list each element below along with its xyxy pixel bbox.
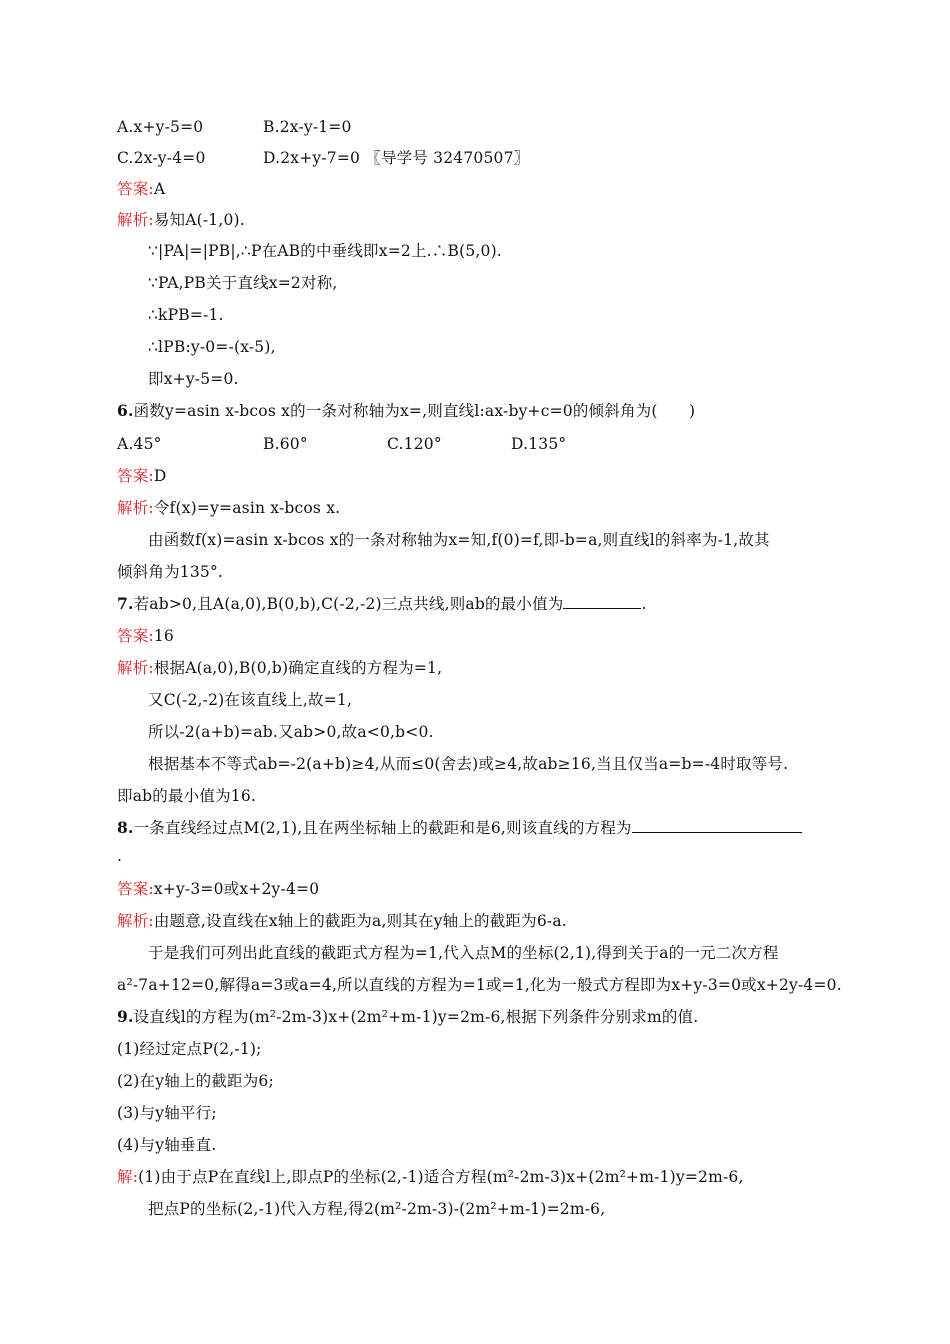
- q5-analysis-line: ∵|PA|=|PB|,∴P在AB的中垂线即x=2上.∴B(5,0).: [148, 242, 502, 260]
- q5-option-d: [263, 148, 529, 168]
- q6-option-b: B.60°: [263, 435, 308, 453]
- analysis-label: 解析:: [117, 499, 154, 517]
- q9-solution-row: [117, 1167, 744, 1187]
- q5-answer: A: [153, 180, 166, 198]
- q9-number: 9.: [117, 1007, 134, 1026]
- q7-answer: 16: [153, 627, 174, 645]
- q6-stem-row: [117, 401, 695, 421]
- q7-stem: 若ab>0,且A(a,0),B(0,b),C(-2,-2)三点共线,则ab的最小值为: [133, 595, 564, 613]
- q5-option-b: B.2x-y-1=0: [263, 118, 352, 136]
- q9-solution-line: (1)由于点P在直线l上,即点P的坐标(2,-1)适合方程(m²-2m-3)x+(2m²+m-1)y=2m-6,: [138, 1168, 744, 1186]
- q9-condition: (2)在y轴上的截距为6;: [117, 1072, 274, 1090]
- q7-analysis-row: [117, 658, 442, 678]
- analysis-label: 解析:: [117, 211, 154, 229]
- q6-number: 6.: [117, 401, 134, 420]
- q5-reference-number: 〖导学号 32470507〗: [365, 149, 530, 167]
- q5-analysis-line: ∴lPB:y-0=-(x-5),: [148, 338, 276, 356]
- q6-analysis-line: 由函数f(x)=asin x-bcos x的一条对称轴为x=知,f(0)=f,即-b=a,则直线l的斜率为-1,故其: [148, 531, 770, 549]
- q6-answer: D: [153, 467, 167, 485]
- q5-option-a: A.x+y-5=0: [117, 118, 204, 136]
- q5-analysis-line: 即x+y-5=0.: [148, 370, 239, 388]
- q6-answer-row: [117, 466, 166, 486]
- q8-analysis-line: a²-7a+12=0,解得a=3或a=4,所以直线的方程为=1或=1,化为一般式方程即为x+y-3=0或x+2y-4=0.: [117, 976, 842, 994]
- q8-number: 8.: [117, 818, 134, 837]
- answer-label: 答案:: [117, 180, 154, 198]
- q5-answer-row: [117, 179, 165, 199]
- solution-label: 解:: [117, 1168, 139, 1186]
- q8-answer-row: [117, 879, 319, 899]
- analysis-label: 解析:: [117, 912, 154, 930]
- answer-label: 答案:: [117, 467, 154, 485]
- q9-condition: (3)与y轴平行;: [117, 1104, 217, 1122]
- q9-stem: 设直线l的方程为(m²-2m-3)x+(2m²+m-1)y=2m-6,根据下列条件分别求m的值.: [133, 1008, 699, 1026]
- q5-option-d-text: D.2x+y-7=0: [263, 149, 361, 167]
- q9-condition: (4)与y轴垂直.: [117, 1136, 217, 1154]
- q8-stem-end: .: [117, 847, 123, 865]
- q8-analysis-row: [117, 911, 567, 931]
- answer-label: 答案:: [117, 627, 154, 645]
- q7-analysis-line: 又C(-2,-2)在该直线上,故=1,: [148, 691, 353, 709]
- q7-analysis-line: 即ab的最小值为16.: [117, 787, 257, 805]
- q7-answer-row: [117, 626, 174, 646]
- q6-option-a: A.45°: [117, 435, 162, 453]
- q9-condition: (1)经过定点P(2,-1);: [117, 1040, 262, 1058]
- q8-analysis-line: 由题意,设直线在x轴上的截距为a,则其在y轴上的截距为6-a.: [153, 912, 567, 930]
- q7-number: 7.: [117, 594, 134, 613]
- q6-analysis-line: 倾斜角为135°.: [117, 563, 224, 581]
- q9-solution-line: 把点P的坐标(2,-1)代入方程,得2(m²-2m-3)-(2m²+m-1)=2m-6,: [148, 1200, 606, 1218]
- q5-analysis-line: ∴kPB=-1.: [148, 306, 224, 324]
- q8-answer: x+y-3=0或x+2y-4=0: [153, 880, 320, 898]
- q9-stem-row: [117, 1007, 698, 1027]
- q7-answer-blank: [563, 594, 641, 609]
- q8-answer-blank: [632, 818, 802, 833]
- q6-option-d: D.135°: [511, 435, 567, 453]
- q5-option-c: C.2x-y-4=0: [117, 149, 206, 167]
- q5-analysis-line: 易知A(-1,0).: [153, 211, 245, 229]
- analysis-label: 解析:: [117, 659, 154, 677]
- q6-option-c: C.120°: [387, 435, 442, 453]
- q6-analysis-line: 令f(x)=y=asin x-bcos x.: [153, 499, 341, 517]
- q8-analysis-line: 于是我们可列出此直线的截距式方程为=1,代入点M的坐标(2,1),得到关于a的一元二次方程: [148, 944, 779, 962]
- q7-analysis-line: 所以-2(a+b)=ab.又ab>0,故a<0,b<0.: [148, 723, 434, 741]
- q7-stem-end: .: [641, 595, 647, 613]
- q7-analysis-line: 根据基本不等式ab=-2(a+b)≥4,从而≤0(舍去)或≥4,故ab≥16,当且仅当a=b=-4时取等号.: [148, 755, 789, 773]
- q5-analysis-line: ∵PA,PB关于直线x=2对称,: [148, 274, 338, 292]
- answer-label: 答案:: [117, 880, 154, 898]
- q8-stem: 一条直线经过点M(2,1),且在两坐标轴上的截距和是6,则该直线的方程为: [133, 819, 632, 837]
- q5-analysis-row: [117, 210, 245, 230]
- q7-stem-row: [117, 594, 647, 614]
- q8-stem-row: [117, 818, 802, 838]
- q6-stem: 函数y=asin x-bcos x的一条对称轴为x=,则直线l:ax-by+c=0的倾斜角为( ): [133, 402, 696, 420]
- q6-analysis-row: [117, 498, 340, 518]
- q7-analysis-line: 根据A(a,0),B(0,b)确定直线的方程为=1,: [153, 659, 443, 677]
